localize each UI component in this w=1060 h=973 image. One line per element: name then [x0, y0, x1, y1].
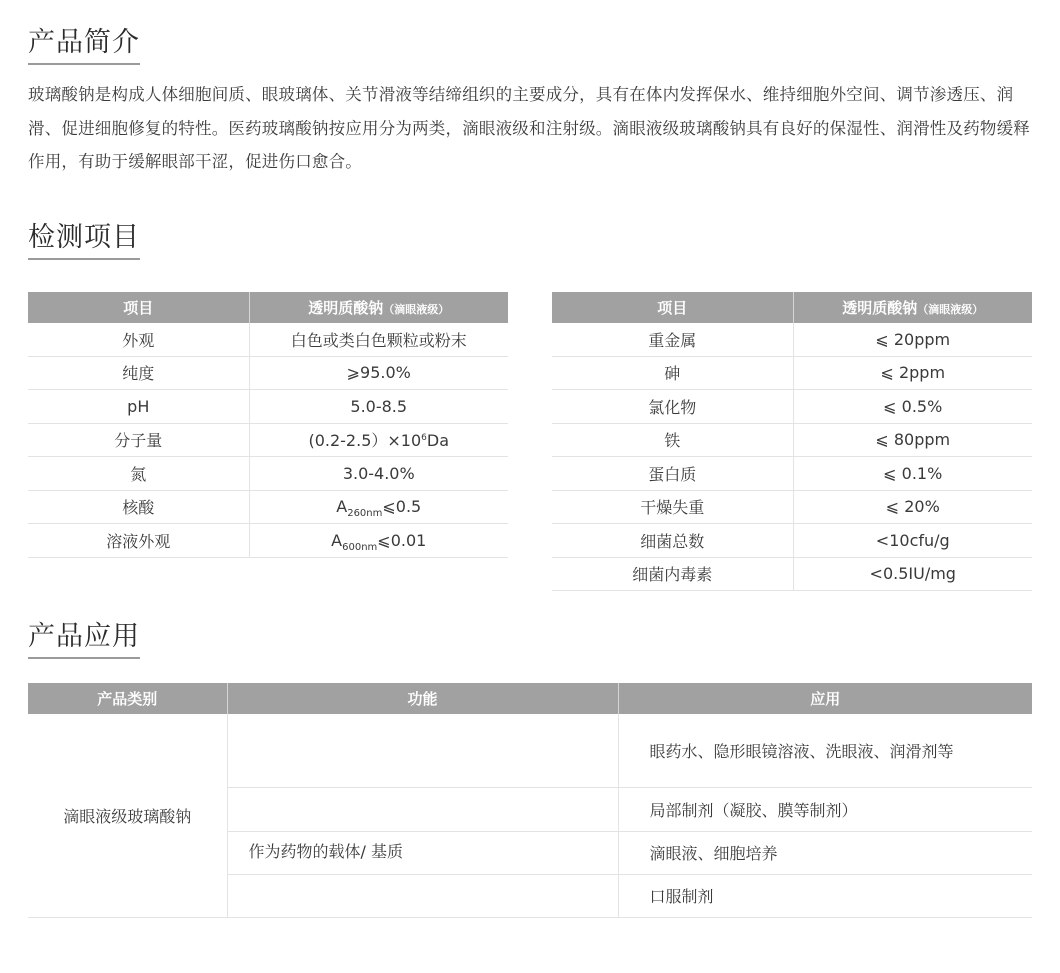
table-row — [552, 390, 1032, 424]
value-cell: ⩽ 20% — [793, 490, 1032, 524]
function-cell: 作为药物的载体/ 基质 — [227, 831, 618, 874]
table-row — [28, 356, 508, 390]
item-cell: 分子量 — [28, 423, 249, 457]
value-cell: ⩽ 0.1% — [793, 457, 1032, 491]
section-title-intro: 产品简介 — [28, 26, 140, 65]
header-item: 项目 — [552, 292, 793, 323]
item-cell: 纯度 — [28, 356, 249, 390]
value-cell: ⩽ 80ppm — [793, 423, 1032, 457]
table-row — [28, 390, 508, 424]
intro-paragraph: 玻璃酸钠是构成人体细胞间质、眼玻璃体、关节滑液等结缔组织的主要成分，具有在体内发挥保水、维持细胞外空间、调节渗透压、润滑、促进细胞修复的特性。医药玻璃酸钠按应用分为两类，滴眼液级和注射级。滴眼液级玻璃酸钠具有良好的保湿性、润滑性及药物缓释作用，有助于缓解眼部干涩，促进伤口愈合。 — [28, 85, 1030, 171]
header-category: 产品类别 — [28, 683, 227, 714]
item-cell: 氯化物 — [552, 390, 793, 424]
value-cell: <0.5IU/mg — [793, 557, 1032, 591]
table-row — [28, 524, 508, 558]
testing-table-right — [552, 292, 1032, 591]
value-cell: <10cfu/g — [793, 524, 1032, 558]
item-cell: 溶液外观 — [28, 524, 249, 558]
function-cell-empty — [227, 714, 618, 787]
header-spec: 透明质酸钠（滴眼液级） — [249, 292, 508, 323]
table-row — [552, 457, 1032, 491]
table-row — [552, 557, 1032, 591]
header-use: 应用 — [618, 683, 1032, 714]
value-cell: $(0.2-2.5)\times 10^6Da$ — [249, 423, 508, 457]
use-cell: 滴眼液、细胞培养 — [618, 831, 1032, 874]
table-row — [552, 356, 1032, 390]
table-header-row — [552, 292, 1032, 323]
header-function: 功能 — [227, 683, 618, 714]
use-cell: 眼药水、隐形眼镜溶液、洗眼液、润滑剂等 — [618, 714, 1032, 787]
testing-table-left — [28, 292, 508, 558]
category-cell: 滴眼液级玻璃酸钠 — [28, 714, 227, 917]
table-row — [552, 490, 1032, 524]
table-row — [28, 490, 508, 524]
value-cell: ⩽ 2ppm — [793, 356, 1032, 390]
section-title-testing: 检测项目 — [28, 221, 140, 260]
table-row — [28, 323, 508, 356]
application-table — [28, 683, 1032, 918]
table-row — [552, 524, 1032, 558]
value-cell: 5.0-8.5 — [249, 390, 508, 424]
item-cell: 铁 — [552, 423, 793, 457]
table-row — [28, 714, 1032, 787]
item-cell: 细菌内毒素 — [552, 557, 793, 591]
value-cell: $A_{600nm}⩽0.01$ — [249, 524, 508, 558]
table-row — [552, 423, 1032, 457]
function-cell-empty — [227, 787, 618, 831]
table-row — [552, 323, 1032, 356]
table-header-row — [28, 683, 1032, 714]
header-item: 项目 — [28, 292, 249, 323]
value-cell: ⩾95.0% — [249, 356, 508, 390]
value-cell: ⩽ 20ppm — [793, 323, 1032, 356]
table-header-row — [28, 292, 508, 323]
use-cell: 局部制剂（凝胶、膜等制剂） — [618, 787, 1032, 831]
item-cell: 氮 — [28, 457, 249, 491]
item-cell: 蛋白质 — [552, 457, 793, 491]
item-cell: 细菌总数 — [552, 524, 793, 558]
section-title-application: 产品应用 — [28, 620, 140, 659]
item-cell: 砷 — [552, 356, 793, 390]
item-cell: 重金属 — [552, 323, 793, 356]
use-cell: 口服制剂 — [618, 874, 1032, 917]
table-row — [28, 423, 508, 457]
item-cell: 干燥失重 — [552, 490, 793, 524]
item-cell: 外观 — [28, 323, 249, 356]
table-row — [28, 457, 508, 491]
header-spec: 透明质酸钠（滴眼液级） — [793, 292, 1032, 323]
value-cell: 3.0-4.0% — [249, 457, 508, 491]
value-cell: $A_{260nm}⩽0.5$ — [249, 490, 508, 524]
item-cell: 核酸 — [28, 490, 249, 524]
item-cell: pH — [28, 390, 249, 424]
function-cell-empty — [227, 874, 618, 917]
value-cell: 白色或类白色颗粒或粉末 — [249, 323, 508, 356]
value-cell: ⩽ 0.5% — [793, 390, 1032, 424]
